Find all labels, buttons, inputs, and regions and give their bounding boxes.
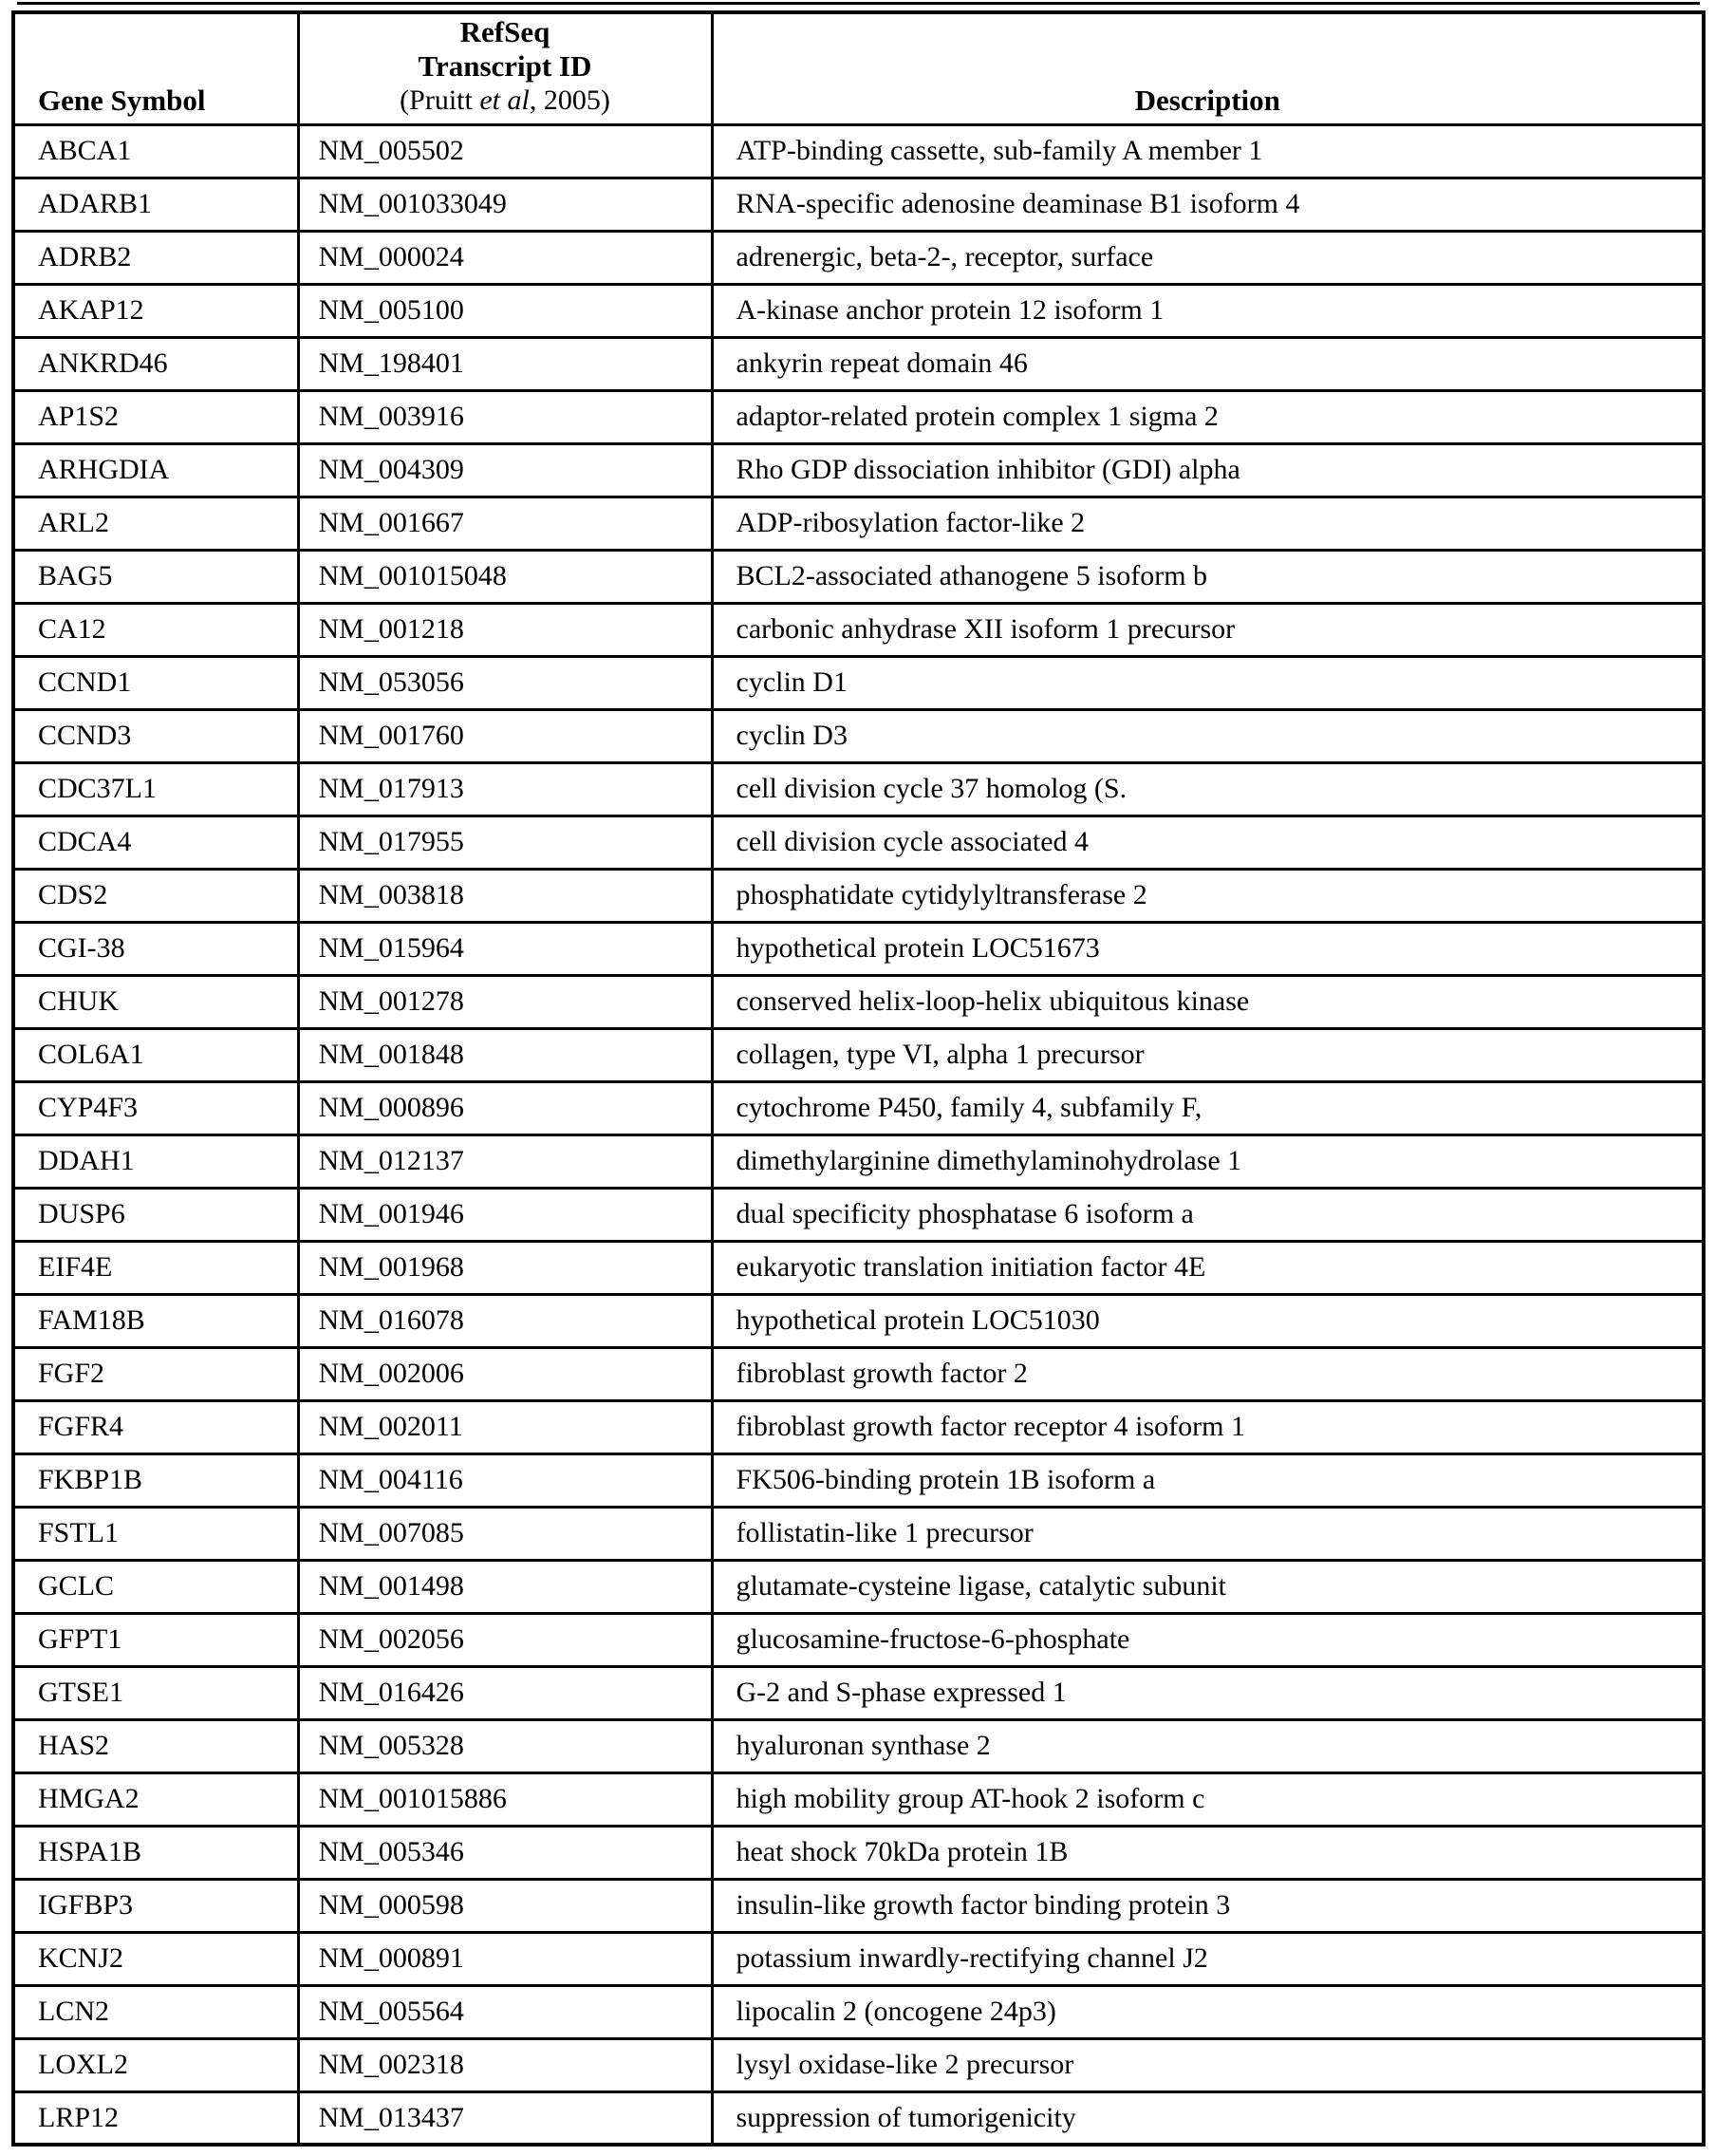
description-cell: fibroblast growth factor receptor 4 isoform 1: [712, 1400, 1704, 1453]
citation-prefix: (Pruitt: [400, 84, 480, 116]
description-cell: heat shock 70kDa protein 1B: [712, 1826, 1704, 1879]
description-cell: A-kinase anchor protein 12 isoform 1: [712, 284, 1704, 337]
table-row: [13, 816, 1704, 869]
gene-table-head: [13, 12, 1704, 124]
description-cell: glucosamine-fructose-6-phosphate: [712, 1613, 1704, 1666]
table-row: [13, 709, 1704, 762]
gene-symbol-cell: GFPT1: [13, 1613, 298, 1666]
top-rule: [17, 2, 1700, 5]
refseq-id-cell: NM_053056: [298, 656, 712, 709]
table-row: [13, 603, 1704, 656]
description-cell: FK506-binding protein 1B isoform a: [712, 1453, 1704, 1507]
table-row: [13, 1613, 1704, 1666]
citation-et-al: et al: [479, 84, 530, 116]
gene-symbol-cell: AP1S2: [13, 390, 298, 443]
table-row: [13, 1879, 1704, 1932]
gene-symbol-cell: AKAP12: [13, 284, 298, 337]
refseq-id-cell: NM_000024: [298, 231, 712, 284]
table-row: [13, 1400, 1704, 1453]
refseq-id-cell: NM_001946: [298, 1188, 712, 1241]
gene-symbol-cell: EIF4E: [13, 1241, 298, 1294]
table-row: [13, 1188, 1704, 1241]
gene-symbol-cell: DUSP6: [13, 1188, 298, 1241]
table-row: [13, 390, 1704, 443]
description-cell: adaptor-related protein complex 1 sigma 2: [712, 390, 1704, 443]
table-row: [13, 869, 1704, 922]
description-cell: lipocalin 2 (oncogene 24p3): [712, 1985, 1704, 2038]
description-cell: ankyrin repeat domain 46: [712, 337, 1704, 390]
table-row: [13, 1081, 1704, 1134]
refseq-id-cell: NM_001015886: [298, 1772, 712, 1826]
gene-symbol-cell: HAS2: [13, 1719, 298, 1772]
header-gene-symbol: [13, 12, 298, 124]
refseq-id-cell: NM_001218: [298, 603, 712, 656]
description-cell: insulin-like growth factor binding protein 3: [712, 1879, 1704, 1932]
table-row: [13, 1134, 1704, 1188]
gene-symbol-cell: CGI-38: [13, 922, 298, 975]
table-row: [13, 1826, 1704, 1879]
refseq-id-cell: NM_001033049: [298, 178, 712, 231]
table-row: [13, 762, 1704, 816]
table-row: [13, 2091, 1704, 2145]
table-row: [13, 1347, 1704, 1400]
refseq-id-cell: NM_004309: [298, 443, 712, 497]
description-cell: cyclin D1: [712, 656, 1704, 709]
refseq-id-cell: NM_003818: [298, 869, 712, 922]
description-cell: ATP-binding cassette, sub-family A member 1: [712, 124, 1704, 178]
refseq-id-cell: NM_002006: [298, 1347, 712, 1400]
gene-symbol-cell: ANKRD46: [13, 337, 298, 390]
gene-table-body: [13, 124, 1704, 2145]
table-row: [13, 1666, 1704, 1719]
header-refseq-citation: [300, 84, 711, 118]
description-cell: RNA-specific adenosine deaminase B1 isoform 4: [712, 178, 1704, 231]
table-row: [13, 124, 1704, 178]
gene-symbol-cell: IGFBP3: [13, 1879, 298, 1932]
table-row: [13, 1028, 1704, 1081]
refseq-id-cell: NM_001667: [298, 497, 712, 550]
refseq-id-cell: NM_005346: [298, 1826, 712, 1879]
refseq-id-cell: NM_005502: [298, 124, 712, 178]
table-row: [13, 1507, 1704, 1560]
description-cell: high mobility group AT-hook 2 isoform c: [712, 1772, 1704, 1826]
description-cell: lysyl oxidase-like 2 precursor: [712, 2038, 1704, 2091]
table-row: [13, 1985, 1704, 2038]
gene-symbol-cell: LRP12: [13, 2091, 298, 2145]
refseq-id-cell: NM_003916: [298, 390, 712, 443]
gene-symbol-cell: CCND1: [13, 656, 298, 709]
header-refseq-line2: Transcript ID: [418, 48, 592, 83]
description-cell: cell division cycle 37 homolog (S.: [712, 762, 1704, 816]
gene-symbol-cell: FSTL1: [13, 1507, 298, 1560]
description-cell: G-2 and S-phase expressed 1: [712, 1666, 1704, 1719]
refseq-id-cell: NM_016426: [298, 1666, 712, 1719]
refseq-id-cell: NM_000891: [298, 1932, 712, 1985]
header-gene-symbol-label: Gene Symbol: [38, 83, 206, 117]
refseq-id-cell: NM_012137: [298, 1134, 712, 1188]
header-description: [712, 12, 1704, 124]
gene-symbol-cell: GTSE1: [13, 1666, 298, 1719]
gene-symbol-cell: GCLC: [13, 1560, 298, 1613]
table-row: [13, 975, 1704, 1028]
gene-symbol-cell: ARL2: [13, 497, 298, 550]
description-cell: eukaryotic translation initiation factor 4E: [712, 1241, 1704, 1294]
gene-symbol-cell: CDC37L1: [13, 762, 298, 816]
gene-symbol-cell: HMGA2: [13, 1772, 298, 1826]
description-cell: glutamate-cysteine ligase, catalytic subunit: [712, 1560, 1704, 1613]
description-cell: ADP-ribosylation factor-like 2: [712, 497, 1704, 550]
refseq-id-cell: NM_002056: [298, 1613, 712, 1666]
refseq-id-cell: NM_000896: [298, 1081, 712, 1134]
description-cell: potassium inwardly-rectifying channel J2: [712, 1932, 1704, 1985]
refseq-id-cell: NM_005328: [298, 1719, 712, 1772]
gene-symbol-cell: HSPA1B: [13, 1826, 298, 1879]
gene-symbol-cell: ADARB1: [13, 178, 298, 231]
refseq-id-cell: NM_004116: [298, 1453, 712, 1507]
description-cell: fibroblast growth factor 2: [712, 1347, 1704, 1400]
refseq-id-cell: NM_013437: [298, 2091, 712, 2145]
refseq-id-cell: NM_017955: [298, 816, 712, 869]
header-refseq-line1: RefSeq: [459, 14, 550, 48]
table-row: [13, 284, 1704, 337]
table-row: [13, 922, 1704, 975]
table-row: [13, 550, 1704, 603]
gene-symbol-cell: FAM18B: [13, 1294, 298, 1347]
refseq-id-cell: NM_001498: [298, 1560, 712, 1613]
gene-symbol-cell: CA12: [13, 603, 298, 656]
refseq-id-cell: NM_005100: [298, 284, 712, 337]
description-cell: hyaluronan synthase 2: [712, 1719, 1704, 1772]
table-row: [13, 497, 1704, 550]
gene-symbol-cell: FGF2: [13, 1347, 298, 1400]
gene-symbol-cell: FGFR4: [13, 1400, 298, 1453]
refseq-id-cell: NM_001848: [298, 1028, 712, 1081]
gene-symbol-cell: CDCA4: [13, 816, 298, 869]
refseq-id-cell: NM_002318: [298, 2038, 712, 2091]
table-row: [13, 337, 1704, 390]
refseq-id-cell: NM_015964: [298, 922, 712, 975]
gene-symbol-cell: ADRB2: [13, 231, 298, 284]
gene-symbol-cell: CYP4F3: [13, 1081, 298, 1134]
description-cell: collagen, type VI, alpha 1 precursor: [712, 1028, 1704, 1081]
table-row: [13, 1241, 1704, 1294]
gene-symbol-cell: LCN2: [13, 1985, 298, 2038]
table-header-row: [13, 12, 1704, 124]
description-cell: carbonic anhydrase XII isoform 1 precursor: [712, 603, 1704, 656]
description-cell: dimethylarginine dimethylaminohydrolase 1: [712, 1134, 1704, 1188]
header-refseq-transcript-id: [298, 12, 712, 124]
refseq-id-cell: NM_198401: [298, 337, 712, 390]
table-row: [13, 178, 1704, 231]
table-row: [13, 1294, 1704, 1347]
gene-symbol-cell: ABCA1: [13, 124, 298, 178]
citation-suffix: , 2005): [529, 84, 610, 116]
refseq-id-cell: NM_005564: [298, 1985, 712, 2038]
description-cell: cytochrome P450, family 4, subfamily F,: [712, 1081, 1704, 1134]
refseq-id-cell: NM_001760: [298, 709, 712, 762]
gene-symbol-cell: CDS2: [13, 869, 298, 922]
refseq-id-cell: NM_001968: [298, 1241, 712, 1294]
gene-symbol-cell: BAG5: [13, 550, 298, 603]
gene-symbol-cell: LOXL2: [13, 2038, 298, 2091]
description-cell: BCL2-associated athanogene 5 isoform b: [712, 550, 1704, 603]
table-row: [13, 1932, 1704, 1985]
description-cell: suppression of tumorigenicity: [712, 2091, 1704, 2145]
refseq-id-cell: NM_017913: [298, 762, 712, 816]
refseq-id-cell: NM_007085: [298, 1507, 712, 1560]
refseq-id-cell: NM_001015048: [298, 550, 712, 603]
description-cell: hypothetical protein LOC51030: [712, 1294, 1704, 1347]
gene-symbol-cell: CHUK: [13, 975, 298, 1028]
table-row: [13, 656, 1704, 709]
refseq-id-cell: NM_002011: [298, 1400, 712, 1453]
refseq-id-cell: NM_001278: [298, 975, 712, 1028]
refseq-id-cell: NM_016078: [298, 1294, 712, 1347]
table-row: [13, 1560, 1704, 1613]
gene-symbol-cell: CCND3: [13, 709, 298, 762]
table-row: [13, 1719, 1704, 1772]
gene-symbol-cell: DDAH1: [13, 1134, 298, 1188]
description-cell: follistatin-like 1 precursor: [712, 1507, 1704, 1560]
description-cell: dual specificity phosphatase 6 isoform a: [712, 1188, 1704, 1241]
description-cell: phosphatidate cytidylyltransferase 2: [712, 869, 1704, 922]
gene-symbol-cell: KCNJ2: [13, 1932, 298, 1985]
description-cell: adrenergic, beta-2-, receptor, surface: [712, 231, 1704, 284]
description-cell: cell division cycle associated 4: [712, 816, 1704, 869]
description-cell: cyclin D3: [712, 709, 1704, 762]
refseq-id-cell: NM_000598: [298, 1879, 712, 1932]
header-description-label: Description: [1134, 83, 1280, 117]
table-row: [13, 1453, 1704, 1507]
table-row: [13, 2038, 1704, 2091]
table-row: [13, 231, 1704, 284]
description-cell: Rho GDP dissociation inhibitor (GDI) alpha: [712, 443, 1704, 497]
gene-symbol-cell: COL6A1: [13, 1028, 298, 1081]
table-row: [13, 1772, 1704, 1826]
description-cell: conserved helix-loop-helix ubiquitous kinase: [712, 975, 1704, 1028]
gene-symbol-cell: FKBP1B: [13, 1453, 298, 1507]
table-row: [13, 443, 1704, 497]
gene-symbol-cell: ARHGDIA: [13, 443, 298, 497]
gene-table: [11, 10, 1706, 2147]
description-cell: hypothetical protein LOC51673: [712, 922, 1704, 975]
